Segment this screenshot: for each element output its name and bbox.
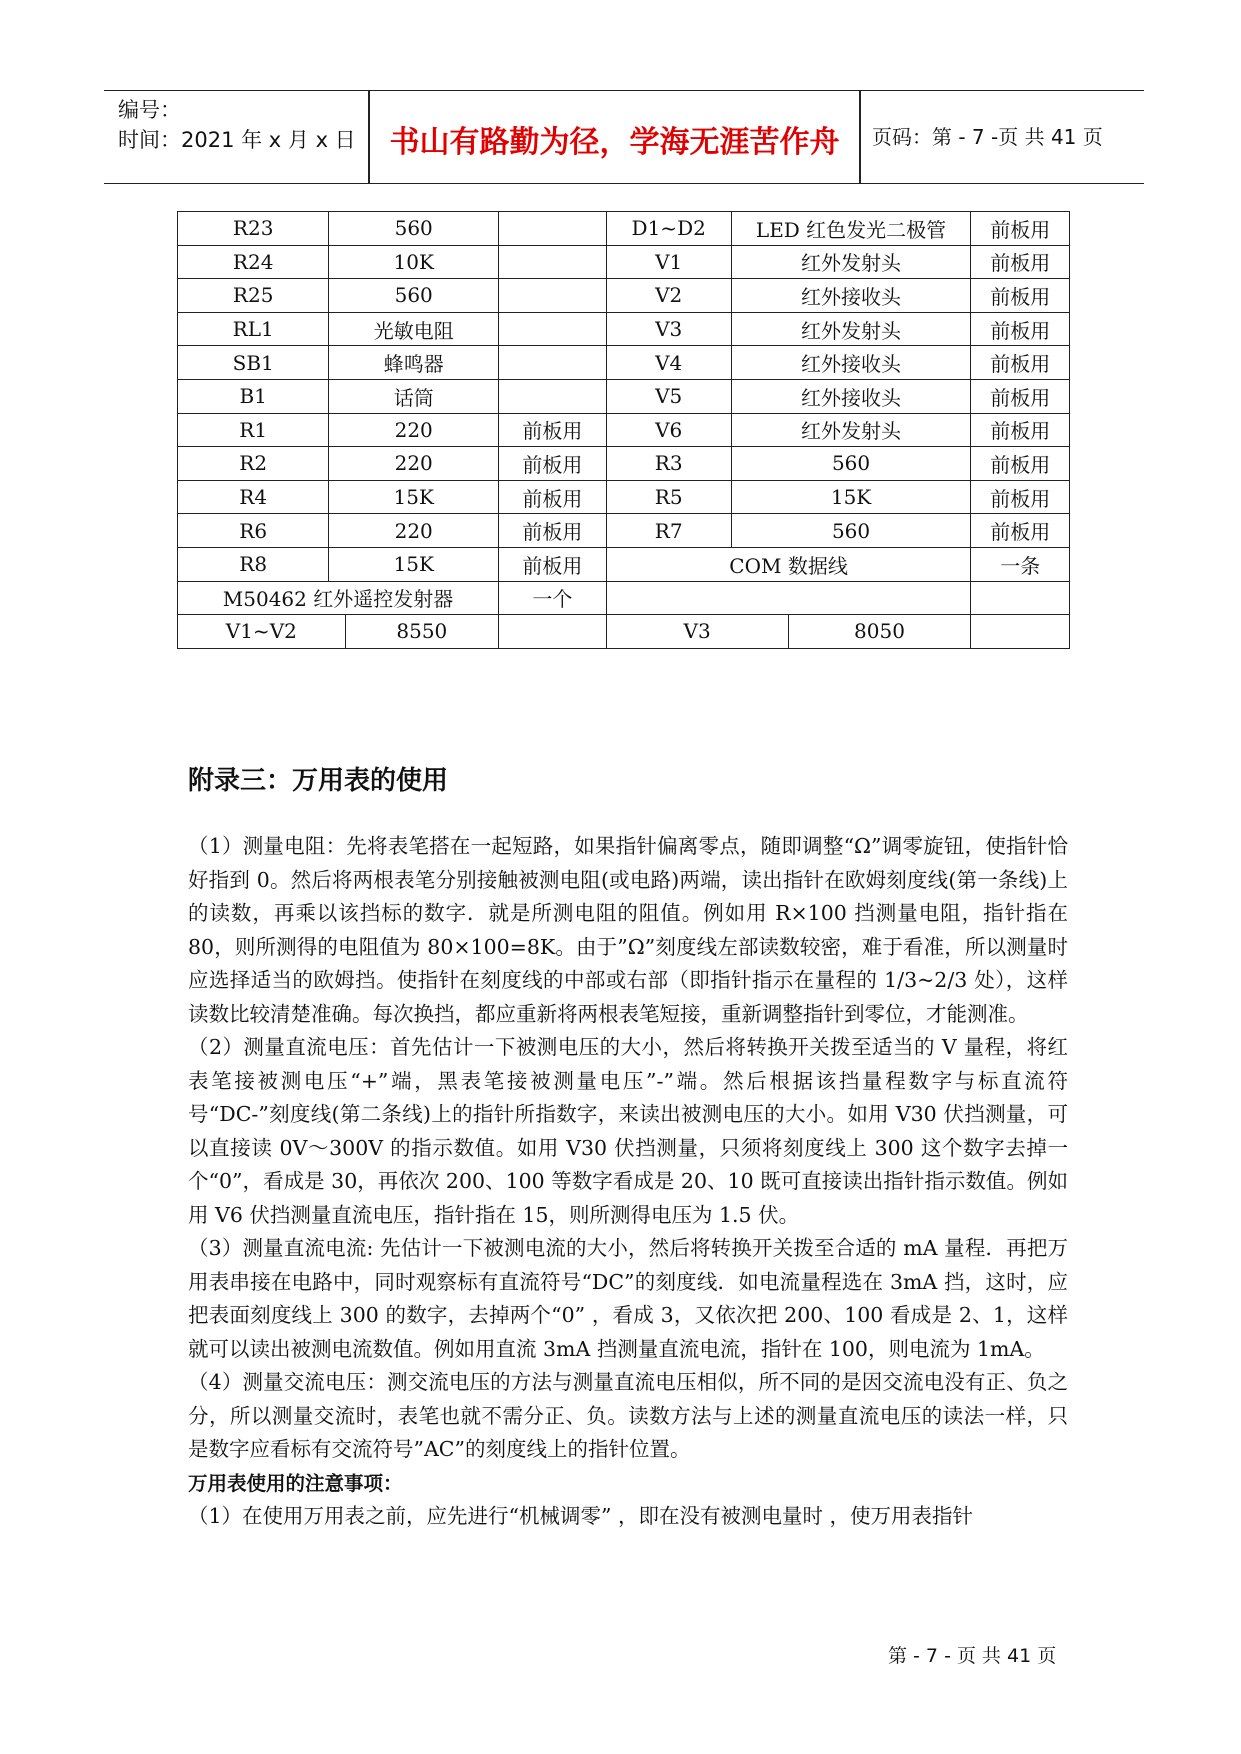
table-cell: 560 bbox=[329, 212, 499, 246]
page-footer: 第 - 7 - 页 共 41 页 bbox=[888, 1645, 1057, 1667]
table-cell: 一个 bbox=[499, 581, 607, 615]
table-cell: LED 红色发光二极管 bbox=[731, 212, 971, 246]
number-label: 编号： bbox=[118, 98, 181, 122]
table-row bbox=[178, 212, 1070, 246]
body-text bbox=[188, 830, 1068, 1534]
table-cell: 560 bbox=[731, 514, 971, 548]
paragraph: （2）测量直流电压：首先估计一下被测电压的大小，然后将转换开关拨至适当的 V 量程，将红表笔接被测电压“+”端，黑表笔接被测量电压”-”端。然后根据该挡量程数字与标直流符号“DC-”刻度线(第二条线)上的指针所指数字，来读出被测电压的大小。如用 V30 伏挡测量，可以直接读 0V～300V 的指示数值。如用 V30 伏挡测量，只须将刻度线上 300 这个数字去掉一个“0”，看成是 30，再依次 200、100 等数字看成是 20、10 既可直接读出指针指示数值。例如用 V6 伏挡测量直流电压，指针指在 15，则所测得电压为 1.5 伏。 bbox=[188, 1035, 1068, 1227]
table-cell: 前板用 bbox=[971, 480, 1070, 514]
table-cell bbox=[499, 615, 607, 649]
table-cell: 15K bbox=[731, 480, 971, 514]
table-cell: SB1 bbox=[178, 346, 329, 380]
header-meta bbox=[118, 95, 356, 155]
paragraph: （1）在使用万用表之前，应先进行“机械调零” ，即在没有被测电量时 ，使万用表指针 bbox=[188, 1504, 974, 1528]
table-cell: 前板用 bbox=[499, 514, 607, 548]
header-divider bbox=[859, 91, 861, 183]
table-row bbox=[178, 413, 1070, 447]
table-cell: 560 bbox=[329, 279, 499, 313]
table-cell: 前板用 bbox=[971, 346, 1070, 380]
table-cell bbox=[499, 279, 607, 313]
table-cell: COM 数据线 bbox=[606, 547, 971, 581]
table-cell: 前板用 bbox=[971, 447, 1070, 481]
table-cell: R7 bbox=[606, 514, 731, 548]
table-cell: 红外接收头 bbox=[731, 346, 971, 380]
table-row bbox=[178, 279, 1070, 313]
table-cell: 前板用 bbox=[971, 212, 1070, 246]
table-cell bbox=[971, 615, 1070, 649]
table-cell: 红外接收头 bbox=[731, 279, 971, 313]
page-header bbox=[104, 90, 1144, 184]
table-cell: 一条 bbox=[971, 547, 1070, 581]
table-cell: 前板用 bbox=[971, 413, 1070, 447]
table-row bbox=[178, 346, 1070, 380]
table-cell: 红外发射头 bbox=[731, 245, 971, 279]
table-row bbox=[178, 547, 1070, 581]
paragraph: （1）测量电阻：先将表笔搭在一起短路，如果指针偏离零点，随即调整“Ω”调零旋钮，使指针恰好指到 0。然后将两根表笔分别接触被测电阻(或电路)两端，读出指针在欧姆刻度线(第一条线)上的读数，再乘以该挡标的数字．就是所测电阻的阻值。例如用 R×100 挡测量电阻，指针指在 80，则所测得的电阻值为 80×100=8K。由于”Ω”刻度线左部读数较密，难于看准，所以测量时应选择适当的欧姆挡。使指针在刻度线的中部或右部（即指针指示在量程的 1/3~2/3 处），这样读数比较清楚准确。每次换挡，都应重新将两根表笔短接，重新调整指针到零位，才能测准。 bbox=[188, 834, 1068, 1026]
table-cell: 15K bbox=[329, 547, 499, 581]
table-cell: V4 bbox=[606, 346, 731, 380]
table-cell bbox=[499, 312, 607, 346]
table-cell: 10K bbox=[329, 245, 499, 279]
table-cell: 红外发射头 bbox=[731, 312, 971, 346]
table-cell: 前板用 bbox=[971, 379, 1070, 413]
table-cell: R24 bbox=[178, 245, 329, 279]
table-cell: R4 bbox=[178, 480, 329, 514]
table-cell: R6 bbox=[178, 514, 329, 548]
table-cell: 15K bbox=[329, 480, 499, 514]
paragraph: （4）测量交流电压：测交流电压的方法与测量直流电压相似，所不同的是因交流电没有正、负之分，所以测量交流时，表笔也就不需分正、负。读数方法与上述的测量直流电压的读法一样，只是数字应看标有交流符号”AC”的刻度线上的指针位置。 bbox=[188, 1370, 1068, 1461]
table-cell: V1~V2 bbox=[178, 615, 346, 649]
table-cell: 560 bbox=[731, 447, 971, 481]
table-cell: 前板用 bbox=[499, 413, 607, 447]
table-cell: D1~D2 bbox=[606, 212, 731, 246]
header-page-label: 页码：第 - 7 -页 共 41 页 bbox=[872, 125, 1103, 149]
table-cell: V3 bbox=[606, 615, 788, 649]
table-cell: V2 bbox=[606, 279, 731, 313]
table-row bbox=[178, 379, 1070, 413]
table-cell: R3 bbox=[606, 447, 731, 481]
table-cell: R23 bbox=[178, 212, 329, 246]
table-cell bbox=[606, 581, 971, 615]
table-cell: R5 bbox=[606, 480, 731, 514]
table-cell: V1 bbox=[606, 245, 731, 279]
table-cell: V6 bbox=[606, 413, 731, 447]
table-cell: 前板用 bbox=[971, 312, 1070, 346]
table-cell: 蜂鸣器 bbox=[329, 346, 499, 380]
table-row bbox=[178, 447, 1070, 481]
table-row bbox=[178, 615, 1070, 649]
table-cell bbox=[499, 346, 607, 380]
table-cell: 前板用 bbox=[499, 447, 607, 481]
table-cell: M50462 红外遥控发射器 bbox=[178, 581, 499, 615]
table-row bbox=[178, 480, 1070, 514]
table-row bbox=[178, 581, 1070, 615]
table-cell: R25 bbox=[178, 279, 329, 313]
table-cell: 红外接收头 bbox=[731, 379, 971, 413]
table-cell: V5 bbox=[606, 379, 731, 413]
table-cell: V3 bbox=[606, 312, 731, 346]
table-cell bbox=[971, 581, 1070, 615]
table-cell: R1 bbox=[178, 413, 329, 447]
table-row bbox=[178, 312, 1070, 346]
paragraph: （3）测量直流电流: 先估计一下被测电流的大小，然后将转换开关拨至合适的 mA 量程．再把万用表串接在电路中，同时观察标有直流符号“DC”的刻度线．如电流量程选在 3mA 挡，这时，应把表面刻度线上 300 的数字，去掉两个“0” ，看成 3，又依次把 200、100 看成是 2、1，这样就可以读出被测电流数值。例如用直流 3mA 挡测量直流电流，指针在 100，则电流为 1mA。 bbox=[188, 1236, 1068, 1361]
table-cell: 红外发射头 bbox=[731, 413, 971, 447]
table-cell: RL1 bbox=[178, 312, 329, 346]
table-cell: R2 bbox=[178, 447, 329, 481]
table-row bbox=[178, 245, 1070, 279]
table-cell: 前板用 bbox=[971, 245, 1070, 279]
table-cell bbox=[499, 379, 607, 413]
section-title: 附录三：万用表的使用 bbox=[188, 766, 449, 796]
table-cell: 前板用 bbox=[499, 547, 607, 581]
table-cell: B1 bbox=[178, 379, 329, 413]
table-cell bbox=[499, 212, 607, 246]
header-motto: 书山有路勤为径，学海无涯苦作舟 bbox=[389, 125, 840, 160]
table-cell: R8 bbox=[178, 547, 329, 581]
table-cell bbox=[499, 245, 607, 279]
table-cell: 话筒 bbox=[329, 379, 499, 413]
table-row bbox=[178, 514, 1070, 548]
table-cell: 220 bbox=[329, 447, 499, 481]
table-cell: 8550 bbox=[345, 615, 498, 649]
time-label: 时间：2021 年 x 月 x 日 bbox=[118, 128, 356, 152]
table-cell: 光敏电阻 bbox=[329, 312, 499, 346]
table-cell: 前板用 bbox=[971, 279, 1070, 313]
table-cell: 前板用 bbox=[971, 514, 1070, 548]
table-cell: 220 bbox=[329, 514, 499, 548]
table-cell: 8050 bbox=[788, 615, 971, 649]
parts-table bbox=[177, 211, 1070, 649]
table-cell: 220 bbox=[329, 413, 499, 447]
notes-title: 万用表使用的注意事项： bbox=[188, 1471, 403, 1495]
table-cell: 前板用 bbox=[499, 480, 607, 514]
